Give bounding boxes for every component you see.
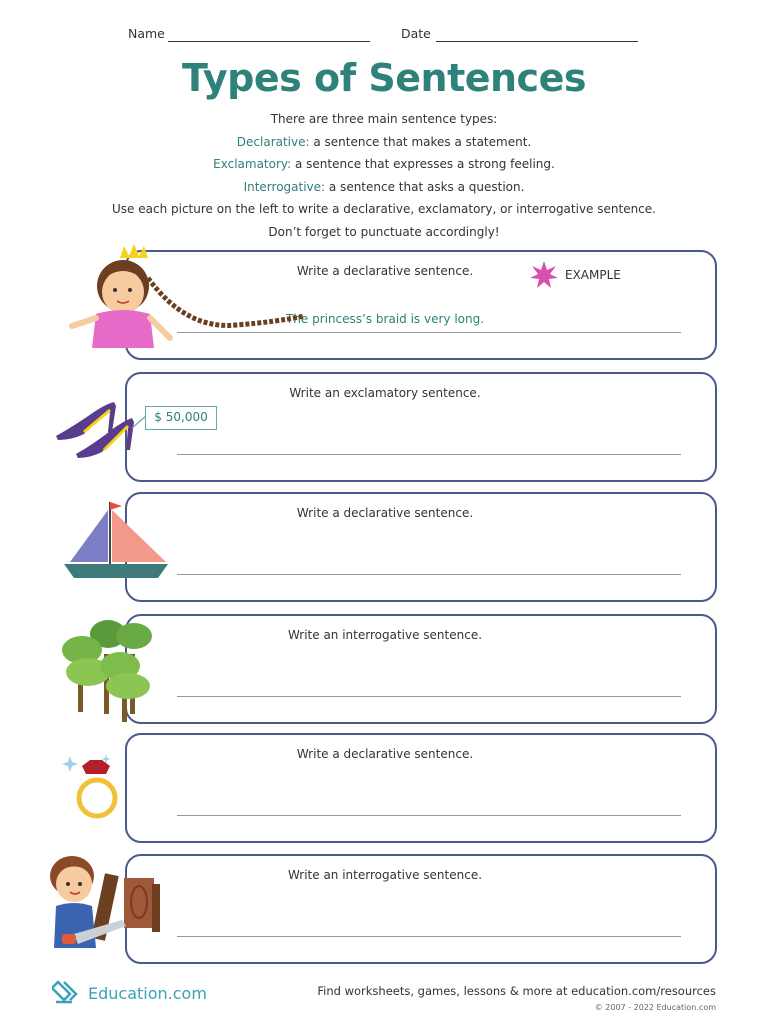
ring-picture (60, 752, 122, 824)
exclamatory-def: a sentence that expresses a strong feeling. (291, 157, 555, 171)
header-row (0, 26, 768, 46)
instruction-line-2: Don’t forget to punctuate accordingly! (268, 224, 500, 239)
declarative-term: Declarative: (236, 134, 310, 149)
exercise-card-6 (125, 854, 717, 964)
footer-copyright: © 2007 - 2022 Education.com (594, 1003, 716, 1012)
name-label: Name (128, 26, 165, 41)
answer-line[interactable] (177, 574, 681, 575)
example-badge (529, 260, 621, 290)
interrogative-def: a sentence that asks a question. (325, 179, 525, 194)
exclamatory-term: Exclamatory: (213, 157, 292, 171)
exercise-card-4 (125, 614, 717, 724)
exercise-prompt: Write an exclamatory sentence. (289, 386, 481, 400)
exercise-card-5 (125, 733, 717, 843)
interrogative-term: Interrogative: (243, 179, 326, 194)
answer-line[interactable] (177, 815, 681, 816)
exercise-prompt: Write a declarative sentence. (296, 747, 474, 761)
exercise-prompt: Write an interrogative sentence. (287, 628, 483, 642)
name-field[interactable] (168, 41, 370, 42)
education-logo-text: Education.com (88, 983, 207, 1003)
trees-picture (58, 614, 158, 726)
exercise-card-3 (125, 492, 717, 602)
example-answer: The princess’s braid is very long. (285, 312, 485, 326)
education-logo-icon (52, 978, 84, 1008)
answer-line[interactable] (177, 696, 681, 697)
princess-picture (66, 240, 312, 350)
example-label: EXAMPLE (565, 268, 621, 282)
answer-line[interactable] (177, 454, 681, 455)
exercise-prompt: Write a declarative sentence. (296, 506, 474, 520)
exercise-prompt: Write a declarative sentence. (296, 264, 474, 278)
star-burst-icon (529, 260, 559, 290)
instruction-line-1: Use each picture on the left to write a declarative, exclamatory, or interrogative sentence. (112, 202, 656, 216)
answer-line[interactable] (177, 936, 681, 937)
date-field[interactable] (436, 41, 638, 42)
intro-line: There are three main sentence types: (270, 112, 498, 126)
declarative-definition (0, 131, 768, 154)
exercise-prompt: Write an interrogative sentence. (287, 868, 483, 882)
education-logo[interactable] (52, 978, 207, 1008)
page-title: Types of Sentences (182, 56, 586, 100)
price-tag: $ 50,000 (145, 406, 217, 430)
boy-sawing-picture (44, 854, 164, 954)
footer-resources-link[interactable]: Find worksheets, games, lessons & more at education.com/resources (317, 984, 716, 998)
date-label: Date (401, 26, 431, 41)
exclamatory-definition (0, 153, 768, 176)
interrogative-definition (0, 176, 768, 199)
declarative-def: a sentence that makes a statement. (309, 134, 532, 149)
intro-text (0, 108, 768, 243)
sailboat-picture (62, 498, 170, 582)
high-heels-picture (54, 396, 138, 462)
